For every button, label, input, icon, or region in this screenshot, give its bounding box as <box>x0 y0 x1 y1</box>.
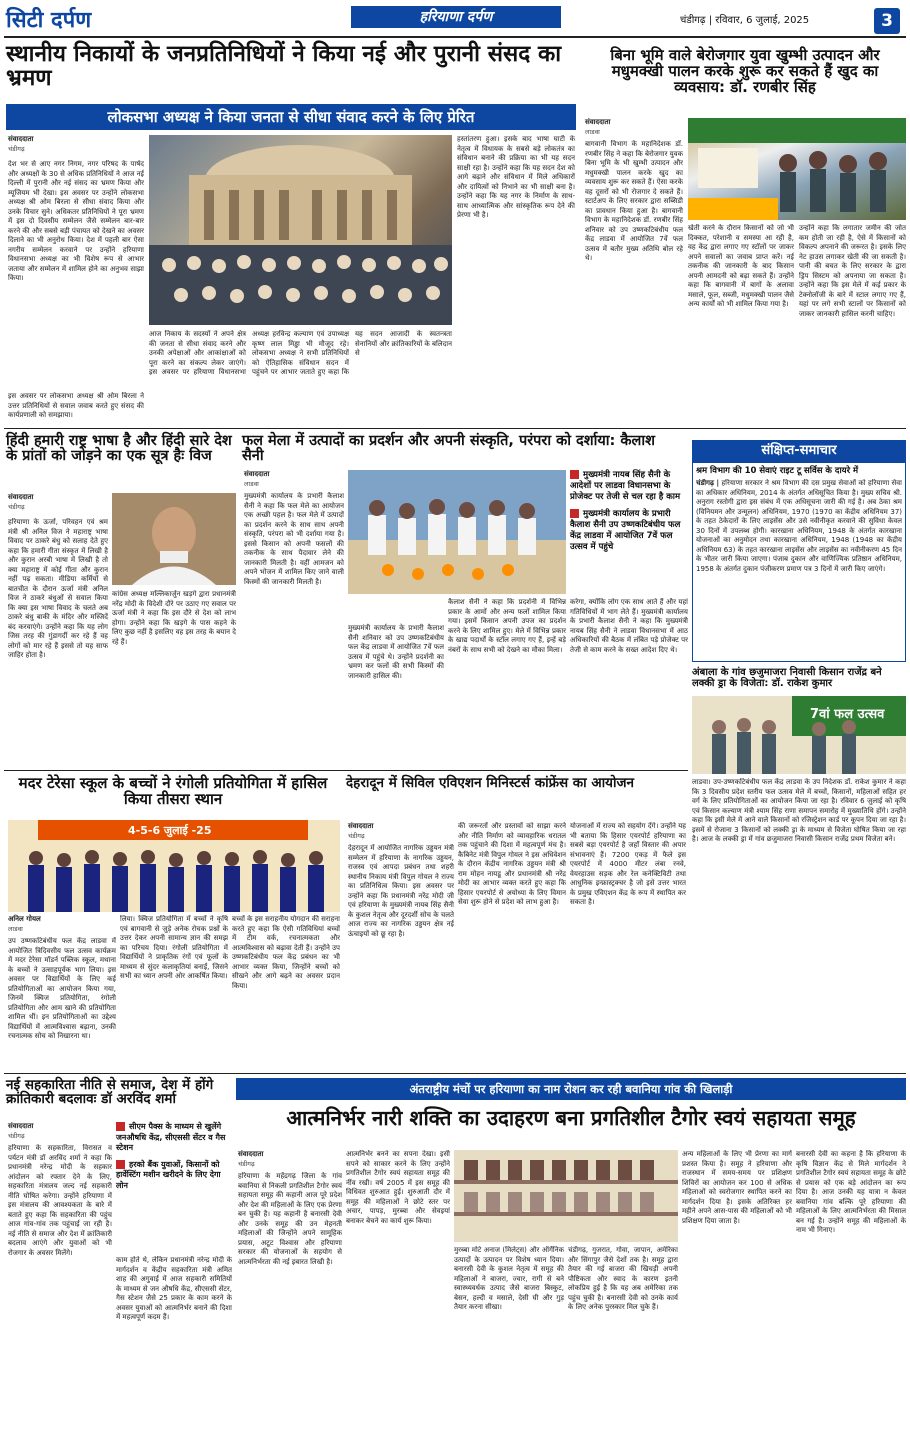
place: चंडीगढ़ <box>348 832 365 840</box>
lead-photo <box>149 135 452 325</box>
students-illustration <box>348 470 566 594</box>
section-rule <box>4 428 906 429</box>
mother-col-3: बच्चों के इस सराहनीय योगदान की सराहना करते हुए कहा कि ऐसी गतिविधियां बच्चों में टीम वर्क, रचनात्मकता और आत्मविश्वास को बढ़ावा देती हैं। उन्होंने उप उष्णकटिबंधीय फल केंद्र प्रबंधन का भी आभार व्यक्त किया, जिन्होंने बच्चों को सीखने और आगे बढ़ने का अवसर प्रदान किया। <box>232 915 340 990</box>
tagore-col-3: मुरब्बा मोटे अनाज (मिलेट्स) और ऑर्गेनिक उत्पादों के उत्पादन पर विशेष ध्यान दिया। बनारसी देवी के कुशल नेतृत्व में समूह की महिलाओं ने बाजरा, ज्वार, रागी से बने स्वास्थ्यवर्धक उत्पाद जैसे बाजरा बिस्कुट, बेसन, हल्दी व मसाले, देसी घी और गुड़ तैयार करना सीखा। <box>454 1246 564 1311</box>
byline: संवाददाता <box>8 135 34 143</box>
dehradun-byline-block <box>348 822 448 840</box>
sahkar-body: हरियाणा के सहकारिता, विरासत व पर्यटन मंत्री डॉ अरविंद शर्मा ने कहा कि प्रधानमंत्री नरेन्द्र मोदी के सहकार आंदोलन को रफ्तार देने के लिए, सहकारिता मंत्रालय जल्द नई सहकारी नीति घोषित करेगा। उन्होंने हरियाणा में इस मंत्रालय की आवश्यकता के बारे में बताते हुए कहा कि सहकारिता की पहुंच आज गांव-गांव तक पहुंचाई जा रही है। नई नीति से समाज और देश में क्रांतिकारी बदलाव आएंगे और युवाओं को भी रोजगार के अवसर मिलेंगे। <box>8 1144 112 1257</box>
tagore-col-2: आत्मनिर्भर बनने का सपना देखा। इसी सपने को साकार करने के लिए उन्होंने प्रगतिशील टैगोर स्वयं सहायता समूह की नींव रखी। वर्ष 2005 में इस समूह की विधिवत शुरुआत हुई। शुरुआती दौर में समूह की महिलाओं ने छोटे स्तर पर अचार, पापड़, मुरब्बा और सेवइयां बनाकर बेचने का कार्य शुरू किया। <box>346 1150 450 1225</box>
sahkar-headline: नई सहकारिता नीति से समाज, देश में होंगे क्रांतिकारी बदलावः डॉ अरविंद शर्मा <box>6 1077 214 1108</box>
section-rule <box>4 1073 906 1074</box>
byline: संवाददाता <box>8 493 34 501</box>
mother-col-2: लिया। क्विज प्रतियोगिता में बच्चों ने कृषि एवं बागवानी से जुड़े अनेक रोचक प्रश्नों के उत्तर देकर अपनी सामान्य ज्ञान की समझ का परिचय दिया। रंगोली प्रतियोगिता में विद्यार्थियों ने प्राकृतिक रंगों एवं फूलों के माध्यम से सुंदर कलाकृतियां बनाईं, जिसने सभी का ध्यान अपनी ओर आकर्षित किया। <box>120 915 228 980</box>
lead-col-1: देश भर से आए नगर निगम, नगर परिषद के पार्षद और अध्यक्षों के 30 से अधिक प्रतिनिधियों ने आज नई दिल्ली में पुरानी और नई संसद का भ्रमण किया और म्यूजियम भी देखा। इस अवसर पर उन्होंने लोकसभा अध्यक्ष श्री ओम बिरला से सीधा संवाद किया और उनके विचार सुने। अधिकतर प्रतिनिधियों ने पूरा भ्रमण में इस दो दिवसीय सम्मेलन जैसे सम्मेलन बार-बार करने की और सबसे बड़ी पंचायत को देखने का अवसर दिलाने का भी अनुरोध किया। देश में पहली बार ऐसा नगरीय सम्मेलन करवाने पर उन्होंने हरियाणा विधानसभा अध्यक्ष का भी विशेष रूप से आभार जताया और सम्मेलन में शामिल होने का अनुभव साझा किया। <box>8 160 144 282</box>
lead-col-right: हस्तांतरण हुआ। इसके बाद भाषा घाटी के नेतृत्व में विधायक के सबसे बड़े लोकतंत्र का संविधान बनाने की प्रक्रिया का भी यह सदन साक्षी रहा है। उन्होंने कहा कि यह सदन देश को आगे बढ़ाने और संविधान में मिले अधिकारों और दायित्वों को निभाने का भी साक्षी बना है। उन्होंने कहा कि यह नगर के निर्माण के साथ-साथ आध्यात्मिक और सांस्कृतिक रूप देने की प्रेरणा भी है। <box>457 135 575 219</box>
brand-logo: सिटी दर्पण <box>6 7 92 33</box>
ranbir-photo <box>688 118 906 220</box>
place: चंडीगढ़ <box>8 1132 25 1140</box>
ranbir-col-3: उन्होंने कहा कि लगातार जमीन की जोत कम होती जा रही है, ऐसे में किसानों को विकल्प अपनाने की जरूरत है। इसके लिए नेट हाउस लगाकर खेती की जा सकती है। पानी की बचत के लिए सरकार के द्वारा ड्रिप सिस्टम को अपनाया जा सकता है। उन्होंने कहा कि इस मेले में कई प्रकार के टेक्नोलॉजी के बारे में स्टाल लगाए गए हैं, यहां पर लगे सभी स्टालों पर किसानों को जाकर जानकारी हासिल करनी चाहिए। <box>799 224 906 318</box>
sankshipt-body: चंडीगढ़ | हरियाणा सरकार ने श्रम विभाग की दस प्रमुख सेवाओं को हरियाणा सेवा का अधिकार अधिनियम, 2014 के अंतर्गत अधिसूचित किया है। मुख्य सचिव श्री. अनुराग रस्तोगी द्वारा इस संबंध में एक अधिसूचना जारी की गई है। अब ठेका श्रम (विनियमन और उन्मूलन) अधिनियम, 1970 (1970 का केंद्रीय अधिनियम 37) के तहत ठेकेदारों के लिए लाइसेंस और उसे नवीनीकृत करवाने की सुविधा केवल 30 दिनों में उपलब्ध होगी। कारखाना अधिनियम, 1948 के अंतर्गत कारखाना योजनाओं का अनुमोदन तथा कारखाना अधिनियम, 1948 (1948 का केंद्रीय अधिनियम 63) के तहत कारखाना लाइसेंस और लाइसेंस का नवीनीकरण 45 दिन के भीतर जारी किया जाएगा। पंजाब दुकान और वाणिज्यिक प्रतिष्ठान अधिनियम, 1958 के अंतर्गत दुकान पंजीकरण प्रमाण पत्र 3 दिनों में जारी किए जाएंगे। <box>696 479 902 573</box>
date-banner: 4-5-6 जुलाई -25 <box>128 824 212 837</box>
bullet-square-icon <box>116 1122 125 1131</box>
sahkar-bullets <box>116 1122 232 1191</box>
sahkar-col-2: काम होते थे, लेकिन प्रधानमंत्री नरेन्द्र मोदी के मार्गदर्शन व केंद्रीय सहकारिता मंत्री अमित शाह की अगुवाई में आज सहकारी समितियों के माध्यम से जन औषधि केंद्र, सीएससी सेंटर, गैस स्टेशन जैसे 25 प्रकार के काम करने के अवसर युवाओं को आत्मनिर्भर बनाने की दिशा में महत्वपूर्ण कदम हैं। <box>116 1256 232 1321</box>
fal-photo <box>348 470 566 594</box>
vij-photo <box>112 493 236 585</box>
lead-byline-block <box>8 135 128 153</box>
ranbir-col-1: बागवानी विभाग के महानिदेशक डॉ. रणबीर सिंह ने कहा कि बेरोजगार युवक बिना भूमि के भी खुम्भी उत्पादन और मधुमक्खी पालन करके खुद का व्यवसाय शुरू कर सकते हैं। ऐसा करके वह दूसरों को भी रोजगार दे सकते हैं। स्टार्टअप के लिए सरकार द्वारा सब्सिडी का प्रावधान किया हुआ है। बागवानी विभाग के महानिदेशक डॉ. रणबीर सिंह शनिवार को उप उष्णकटिबंधीय फल केंद्र लाडवा में आयोजित 7वें फल उत्सव में बतौर मुख्य अतिथि बोल रहे थे। <box>585 140 683 262</box>
mother-headline: मदर टेरेसा स्कूल के बच्चों ने रंगोली प्रतियोगिता में हासिल किया तीसरा स्थान <box>18 774 328 808</box>
bullet-square-icon <box>116 1160 125 1169</box>
bullet-square-icon <box>570 509 579 518</box>
place: चंडीगढ़ <box>8 503 25 511</box>
market-illustration <box>688 118 906 220</box>
byline: संवाददाता <box>238 1150 264 1158</box>
fal-col-3: कैलाश सैनी ने कहा कि प्रदर्शनी में विभिन्न प्रकार के आमों और अन्य फलों शामिल किया गया। इसमें किसान अपनी उपज का प्रदर्शन करने के लिए शामिल हुए। मेले में विभिन्न प्रकार के खाद्य पदार्थों के स्टॉल लगाए गए हैं, इन्हें बड़े नंबरों के साथ सभी को देखने का मौका मिला। <box>448 598 566 654</box>
tagore-kicker: अंतराष्ट्रीय मंचों पर हरियाणा का नाम रोशन कर रही बवानिया गांव की खिलाड़ी <box>236 1078 906 1100</box>
section-rule <box>4 770 688 771</box>
tagore-col-1: हरियाणा के महेंद्रगढ़ जिला के गांव बवानिया से निकली प्रगतिशील टैगोर स्वयं सहायता समूह की कहानी आज पूरे प्रदेश और देश की महिलाओं के लिए एक प्रेरणा बन चुकी है। यह कहानी है बनारसी देवी और उनके समूह की उन मेहनती महिलाओं की जिन्होंने अपने सामूहिक प्रयास, अटूट विश्वास और हरियाणा सरकार की योजनाओं के सहयोग से आत्मनिर्भरता की नई इबारत लिखी है। <box>238 1172 342 1266</box>
fal-headline: फल मेला में उत्पादों का प्रदर्शन और अपनी संस्कृति, परंपरा को दर्शाया: कैलाश सैनी <box>242 433 655 465</box>
sankshipt-headline: श्रम विभाग की 10 सेवाएं राइट टू सर्विस के दायरे में <box>696 466 859 476</box>
mother-byline-block <box>8 915 108 933</box>
sankshipt-box <box>692 462 906 662</box>
sahkar-byline-block <box>8 1122 108 1140</box>
byline: अनिल गोयल <box>8 915 41 923</box>
tagore-col-5: अन्य महिलाओं के लिए भी प्रेरणा का मार्ग प्रशस्त किया है। समूह ने हरियाणा और राजस्थान में समय-समय पर प्रशिक्षण शिविरों का आयोजन कर 100 से अधिक महिलाओं को स्वरोजगार स्थापित करने का मार्गदर्शन दिया है। इसके अतिरिक्त हर महीने अपने आस-पास की महिलाओं को भी प्रशिक्षण दिया जाता है। <box>682 1150 792 1225</box>
dehradun-col-2: की जरूरतों और प्रस्तावों को साझा करने और नीति निर्माण को व्यावहारिक धरातल तक पहुंचाने की दिशा में महत्वपूर्ण मंच है। कैबिनेट मंत्री विपुल गोयल ने इस अधिवेशन के दौरान केंद्रीय नागरिक उड्डयन मंत्री श्री राम मोहन नायडू और प्रधानमंत्री श्री नरेंद्र मोदी का आभार व्यक्त करते हुए कहा कि हिसार एयरपोर्ट से अयोध्या के लिए विमान सेवा शुरू होने से प्रदेश को लाभ हुआ है। <box>458 822 566 906</box>
tagore-byline-block <box>238 1150 338 1168</box>
page-number: 3 <box>874 8 900 34</box>
byline: संवाददाता <box>244 470 270 478</box>
tagore-col-4: चंडीगढ़, गुजरात, गोवा, जापान, अमेरिका और सिंगापुर जैसे देशों तक है। समूह द्वारा तैयार की गई बाजरा की खिचड़ी अपनी पौष्टिकता और स्वाद के कारण इतनी लोकप्रिय हुई है कि यह अब अमेरिका तक पहुंच चुकी है। बनारसी देवी को उनके कार्य के लिए अनेक पुरस्कार मिल चुके हैं। <box>568 1246 678 1311</box>
bullet-item: हरको बैंक युवाओं, किसानों को हार्वेस्टिंग मशीन खरीदने के लिए देगा लोन <box>116 1159 221 1190</box>
dehradun-col-3: योजनाओं में राज्य को सहयोग देंगे। उन्होंने यह भी बताया कि हिसार एयरपोर्ट हरियाणा का सबसे बड़ा एयरपोर्ट है जहाँ विस्तार की अपार संभावनाएं हैं। 7200 एकड़ में फैले इस एयरपोर्ट में 4000 मीटर लंबा रनवे, वेयरहाउस सड़क और रेल कनेक्टिविटी तथा आधुनिक इन्फ्रास्ट्रक्चर है जो इसे उत्तर भारत के प्रमुख एविएशन केंद्र के रूप में स्थापित कर सकता है। <box>570 822 686 906</box>
mother-photo <box>8 820 340 912</box>
portrait-illustration <box>112 493 236 585</box>
chhajumajra-body: लाडवा। उप-उष्णकटिबंधीय फल केंद्र लाडवा के उप निदेशक डॉ. राकेश कुमार ने कहा कि 3 दिवसीय प्रदेश स्तरीय फल उत्सव मेले में बच्चों, किसानों, महिलाओं सहित हर वर्ग के लिए प्रतियोगिताओं का आयोजन किया जा रहा है। रविवार 6 जुलाई को कृषि एवं किसान कल्याण मंत्री श्याम सिंह राणा समापन समारोह में मुख्यातिथि होंगे। उन्होंने कहा कि इसी मेले में आने वाले किसानों को रजिस्ट्रेशन कार्ड पर कूपन दिया जा रहा है। इसमें से रोजाना 3 किसानों को लक्की ड्रा के माध्यम से विजेता घोषित किया जा रहा है। आज के लक्की ड्रा में गांव छजुमाजरा निवासी किसान राजेंद्र प्रथम विजेता बने। <box>692 778 906 843</box>
byline: संवाददाता <box>585 118 611 126</box>
tagore-headline: आत्मनिर्भर नारी शक्ति का उदाहरण बना प्रगतिशील टैगोर स्वयं सहायता समूह <box>286 1106 856 1130</box>
place: लाडवा <box>244 480 259 488</box>
lead-headline: स्थानीय निकायों के जनप्रतिनिधियों ने किया नई और पुरानी संसद का भ्रमण <box>6 41 562 91</box>
hindi-body: हरियाणा के ऊर्जा, परिवहन एवं श्रम मंत्री श्री अनिल विज ने महाराष्ट्र भाषा विवाद पर ठाकरे बंधु को सलाह देते हुए कहा कि हमारी गीता संस्कृत में लिखी है और कुरान अरबी भाषा में लिखी है तो क्या महाराष्ट्र में कोई गीता और कुरान नहीं पढ़ सकता। मीडिया कर्मियों से बातचीत के दौरान ऊर्जा मंत्री अनिल विज ने ठाकरे बंधुओं से सवाल किया कि क्या इस भाषा विवाद के चलते अब ठाकरे बंधु बाकी के मंदिर और मस्जिदें बंद करवाएंगे। उन्होंने कहा कि यह लोग जिस तरह की गुंडागर्दी कर रहे हैं वह लोगों को मार रहे हैं इससे तो यह साफ जाहिर होता है। <box>8 518 108 659</box>
fal-utsav-banner: 7वां फल उत्सव <box>810 707 885 722</box>
bullet-item: मुख्यमंत्री नायब सिंह सैनी के आदेशों पर लाडवा विधानसभा के प्रोजेक्ट पर तेजी से चल रहा है काम <box>570 470 681 502</box>
hindi-byline-block <box>8 493 108 511</box>
byline: संवाददाता <box>8 1122 34 1130</box>
hindi-headline: हिंदी हमारी राष्ट्र भाषा है और हिंदी सारे देश के प्रांतों को जोड़ने का एक सूत्र हैः विज <box>6 433 232 465</box>
lead-col-2: इस अवसर पर लोकसभा अध्यक्ष श्री ओम बिरला ने उत्तर प्रतिनिधियों से सवाल जवाब करते हुए संसद की कार्यप्रणाली को समझाया। <box>8 392 144 419</box>
place: लाडवा <box>8 925 23 933</box>
hindi-body-lower: कांग्रेस अध्यक्ष मल्लिकार्जुन खड़गे द्वारा प्रधानमंत्री नरेंद्र मोदी के विदेशी दौरे पर उठाए गए सवाल पर ऊर्जा मंत्री ने कहा कि इस दौरे से देश को लाभ होगा। उन्होंने कहा कि खड़गे के पास कहने के लिए कुछ नहीं है इसलिए वह इस तरह के बयान दे रहे हैं। <box>112 590 236 646</box>
bullet-item: मुख्यमंत्री कार्यालय के प्रभारी कैलाश सैनी उप उष्णकटिबंधीय फल केंद्र लाडवा में आयोजित 7वें फल उत्सव में पहुंचे <box>570 509 681 552</box>
place: चंडीगढ़ <box>8 145 25 153</box>
dateline: चंडीगढ़ | रविवार, 6 जुलाई, 2025 <box>680 15 810 26</box>
ranbir-col-2: खेती करने के दौरान किसानों को जो भी दिक्कत, परेशानी व समस्या आ रही है, वह केंद्र द्वारा लगाए गए स्टॉलों पर जाकर अपने सवालों का जवाब प्राप्त करें। नई तकनीक की जानकारी के बाद किसान अपनी आमदनी को बढ़ा सकते हैं। उन्होंने कहा कि बागवानी में बागों के अलावा मसाले, फूल, सब्जी, मधुमक्खी पालन जैसे अन्य कार्यों को भी शामिल किया गया है। <box>688 224 794 308</box>
fal-col-2: मुख्यमंत्री कार्यालय के प्रभारी कैलाश सैनी शनिवार को उप उष्णकटिबंधीय फल केंद्र लाडवा में आयोजित 7वें फल उत्सव में पहुंचे थे। उन्होंने प्रदर्शनी का भ्रमण कर फलों की सभी किस्मों की जानकारी हासिल की। <box>348 624 444 680</box>
fal-byline-block <box>244 470 344 488</box>
dehradun-col-1: देहरादून में आयोजित नागरिक उड्डयन मंत्री सम्मेलन में हरियाणा के नागरिक उड्डयन, राजस्व एवं आपदा प्रबंधन तथा शहरी स्थानीय निकाय मंत्री विपुल गोयल ने राज्य का प्रतिनिधित्व किया। इस अवसर पर उन्होंने कहा कि प्रधानमंत्री नरेंद्र मोदी जी एवं हरियाणा के मुख्यमंत्री नायब सिंह सैनी के कुशल नेतृत्व और दूरदर्शी सोच के चलते आज राज्य का नागरिक उड्डयन क्षेत्र नई ऊंचाइयों को छू रहा है। <box>348 844 454 938</box>
chhajumajra-headline: अंबाला के गांव छजुमाजरा निवासी किसान राजेंद्र बने लक्की ड्रा के विजेता: डॉ. राकेश कुमार <box>692 667 882 689</box>
byline: संवाददाता <box>348 822 374 830</box>
ranbir-headline: बिना भूमि वाले बेरोजगार युवा खुम्भी उत्पादन और मधुमक्खी पालन करके शुरू कर सकते हैं खुद का व्यवसाय: डॉ. रणबीर सिंह <box>610 46 880 96</box>
tagore-photo <box>454 1150 678 1242</box>
masthead <box>0 0 910 40</box>
fal-col-1: मुख्यमंत्री कार्यालय के प्रभारी कैलाश सैनी ने कहा कि फल मेले का आयोजन एक अच्छी पहल है। फल मेले में उत्पादों का प्रदर्शन करने के साथ साथ अपनी संस्कृति, परंपरा को भी दर्शाया गया है। इससे किसान को अपनी फसलों की तकनीक के साथ पैदावार लेने की जानकारी मिलती है। वहीं आमजन को अपने भोजन में शामिल किए जाने वाली किस्मों की जानकारी मिलती है। <box>244 492 344 586</box>
parliament-illustration <box>149 135 452 325</box>
tagore-col-6: बनारसी देवी का कहना है कि हरियाणा के कृषि विज्ञान केंद्र से मिले मार्गदर्शन ने प्रगतिशील टैगोर स्वयं सहायता समूह के छोटे से प्रयास को एक बड़े आंदोलन का रूप दिया है। आज उनकी यह यात्रा न केवल बवानिया गांव बल्कि पूरे हरियाणा की महिलाओं के लिए आत्मनिर्भरता की मिसाल बन गई है। उन्होंने समूह की महिलाओं के नाम भी गिनाए। <box>796 1150 906 1234</box>
lead-caption-cols: आज निकाय के सदस्यों ने अपने क्षेत्र की जनता से सीधा संवाद करने और उनकी अपेक्षाओं और आकांक्षाओं को पूरा करने का संकल्प लेकर जाएंगे। इस अवसर पर हरियाणा विधानसभा अध्यक्ष हरविन्द्र कल्याण एवं उपाध्यक्ष कृष्ण लाल मिड्ढा भी मौजूद रहे। लोकसभा अध्यक्ष ने सभी प्रतिनिधियों को ऐतिहासिक संविधान सदन में पहुंचने पर आभार जताते हुए कहा कि यह सदन आजादी के स्वतन्त्रता सेनानियों और क्रांतिकारियों के बलिदान से <box>149 330 452 376</box>
section-label: हरियाणा दर्पण <box>351 6 561 28</box>
fal-bullets <box>570 470 688 553</box>
dehradun-headline: देहरादून में सिविल एविएशन मिनिस्टर्स कांफ्रेंस का आयोजन <box>346 775 635 791</box>
jars-illustration <box>454 1150 678 1242</box>
ranbir-byline-block <box>585 118 705 136</box>
bullet-square-icon <box>570 470 579 479</box>
masthead-rule <box>4 36 906 38</box>
place: चंडीगढ़ <box>238 1160 255 1168</box>
sankshipt-title: संक्षिप्त-समाचार <box>692 440 906 462</box>
place: लाडवा <box>585 128 600 136</box>
chhajumajra-photo <box>692 696 906 774</box>
fal-col-4: करेगा, क्योंकि लोग एक साथ आते हैं और यहां गतिविधियों में भाग लेते हैं। मुख्यमंत्री कार्यालय के प्रभारी कैलाश सैनी ने कहा कि मुख्यमंत्री नायब सिंह सैनी ने लाडवा विधानसभा में आठ अधिकारियों की बैठक में लंबित पड़े प्रोजेक्ट पर तेजी से काम करने के सख्त आदेश दिए थे। <box>570 598 688 654</box>
mother-col-1: उप उष्णकटिबंधीय फल केंद्र लाडवा में आयोजित त्रिदिवसीय फल उत्सव कार्यक्रम में मदर टेरेसा मॉडर्न पब्लिक स्कूल, मथाना के बच्चों ने उत्साहपूर्वक भाग लिया। इस अवसर पर विद्यार्थियों के लिए कई प्रतियोगिताओं का आयोजन किया गया, जिनमें क्विज प्रतियोगिता, रंगोली प्रतियोगिता और आम खाने की प्रतियोगिता शामिल थीं। इन प्रतियोगिताओं का उद्देश्य विद्यार्थियों में आत्मविश्वास बढ़ाना, उनकी रचनात्मक सोच को निखारना था। <box>8 937 116 1040</box>
bullet-item: सीएम पैक्स के माध्यम से खुलेंगे जनऔषधि केंद्र, सीएससी सेंटर व गैस स्टेशन <box>116 1122 226 1152</box>
lead-subhead: लोकसभा अध्यक्ष ने किया जनता से सीधा संवाद करने के लिए प्रेरित <box>6 104 576 130</box>
